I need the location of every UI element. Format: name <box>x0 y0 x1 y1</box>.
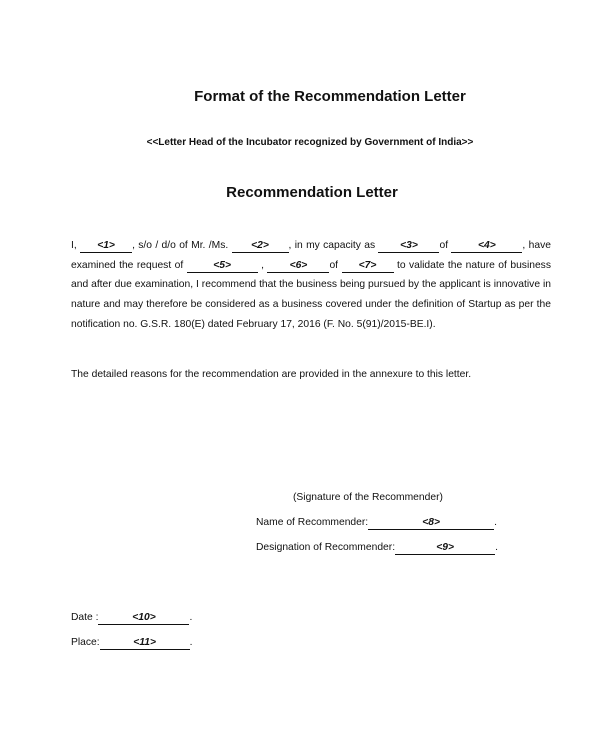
name-label: Name of Recommender: <box>256 517 369 528</box>
place-row <box>71 637 193 650</box>
body-line-3: and after due examination, I recommend that the business being pursued by the applicant is innovative in <box>71 279 551 291</box>
blank-8[interactable]: <8> <box>368 517 494 530</box>
designation-label: Designation of Recommender: <box>256 542 396 553</box>
period: . <box>189 612 193 623</box>
body-text: , have <box>522 240 551 251</box>
blank-3[interactable]: <3> <box>378 240 439 253</box>
body-text: of <box>329 259 339 271</box>
blank-6[interactable]: <6> <box>267 260 329 273</box>
place-label: Place: <box>71 637 100 648</box>
blank-10[interactable]: <10> <box>98 612 189 625</box>
recommender-designation-row <box>256 542 498 555</box>
period: . <box>495 542 498 553</box>
date-row <box>71 612 192 625</box>
blank-5[interactable]: <5> <box>187 260 258 273</box>
body-text: of <box>439 240 449 251</box>
letter-heading: Recommendation Letter <box>226 184 398 201</box>
blank-1[interactable]: <1> <box>80 240 132 253</box>
letterhead-placeholder: <<Letter Head of the Incubator recognized by Government of India>> <box>146 137 474 148</box>
body-line-5: notification no. G.S.R. 180(E) dated February 17, 2016 (F. No. 5(91)/2015-BE.I). <box>71 318 436 330</box>
body-text: , <box>261 259 264 271</box>
blank-9[interactable]: <9> <box>395 542 495 555</box>
blank-7[interactable]: <7> <box>342 260 394 273</box>
blank-4[interactable]: <4> <box>451 240 522 253</box>
body-line-1 <box>71 236 551 256</box>
blank-11[interactable]: <11> <box>100 637 190 650</box>
body-text: to validate the nature of business <box>396 259 551 271</box>
body-text: , s/o / d/o of Mr. /Ms. <box>132 240 229 251</box>
blank-2[interactable]: <2> <box>232 240 289 253</box>
body-paragraph <box>71 236 551 334</box>
body-text: , in my capacity as <box>288 240 376 251</box>
body-text: I, <box>71 240 77 251</box>
date-label: Date : <box>71 612 99 623</box>
recommender-name-row <box>256 517 497 530</box>
document-title: Format of the Recommendation Letter <box>194 88 466 105</box>
body-text: examined the request of <box>71 259 184 271</box>
signature-caption: (Signature of the Recommender) <box>293 492 443 503</box>
reasons-text: The detailed reasons for the recommendation are provided in the annexure to this letter. <box>71 369 472 380</box>
body-line-4: nature and may therefore be considered as a business covered under the definition of Startup as per the <box>71 299 551 311</box>
period: . <box>189 637 193 648</box>
period: . <box>494 517 498 528</box>
body-line-2 <box>71 256 551 276</box>
